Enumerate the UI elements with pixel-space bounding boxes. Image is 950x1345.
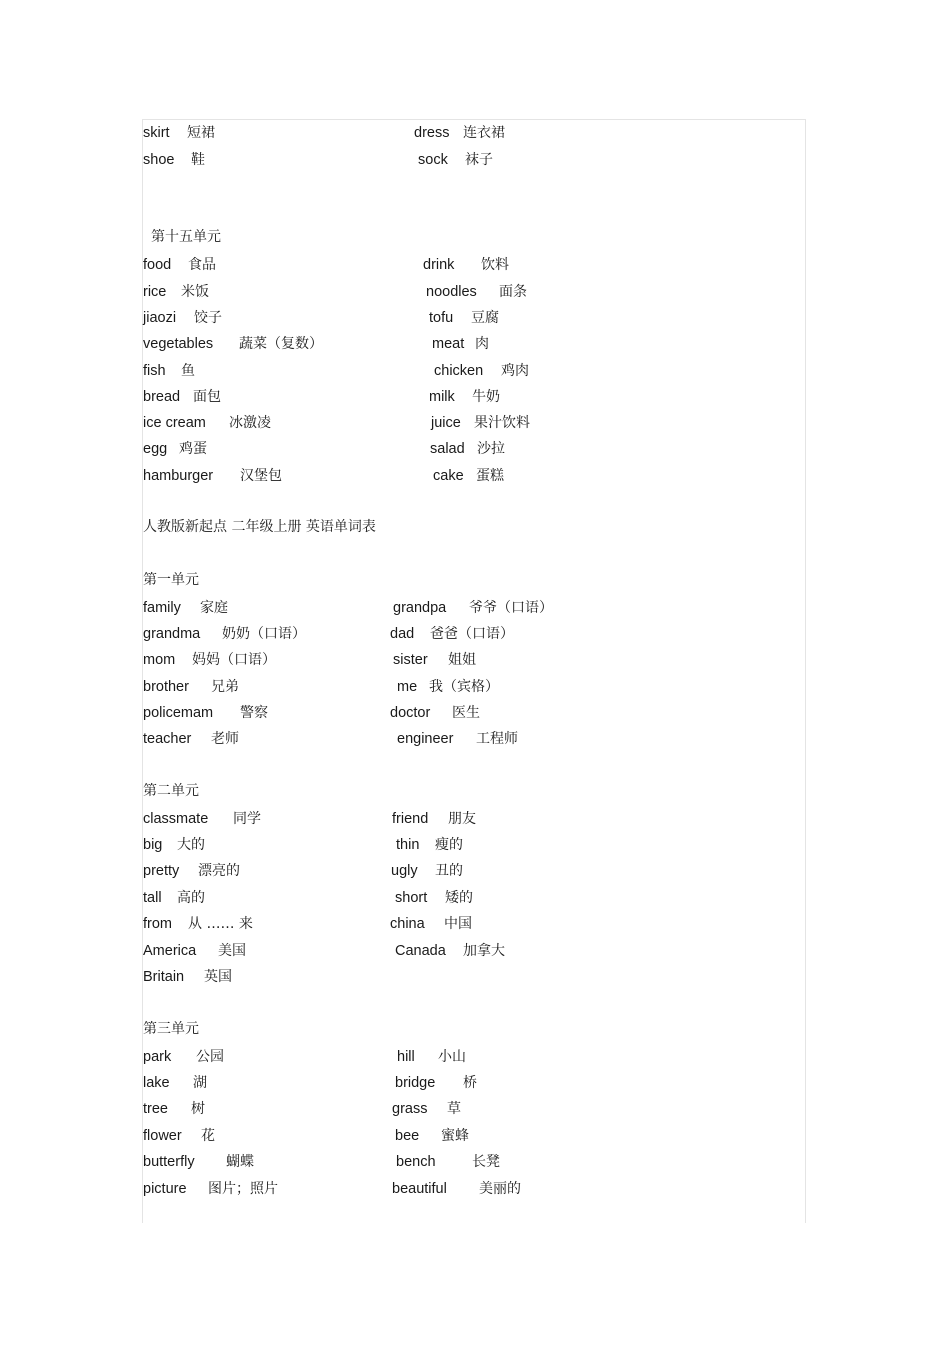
unit2-heading: 第二单元 [143,783,199,799]
word-chinese-left: 食品 [188,257,216,273]
word-chinese-left: 美国 [218,943,246,959]
word-english-right: beautiful [392,1181,447,1197]
word-chinese-right: 爸爸（口语） [430,626,514,642]
word-chinese-left: 家庭 [200,600,228,616]
word-chinese-right: 工程师 [476,731,518,747]
word-chinese-right: 矮的 [445,890,473,906]
word-chinese-right: 瘦的 [435,837,463,853]
word-chinese-right: 桥 [463,1075,477,1091]
word-english-left: bread [143,389,181,405]
word-chinese-left: 鱼 [181,363,195,379]
word-english-left: rice [143,284,167,300]
word-english-right: bench [396,1154,436,1170]
unit15-heading: 第十五单元 [151,229,221,245]
word-chinese-right: 丑的 [435,863,463,879]
word-english-left: America [143,943,197,959]
word-chinese-left: 蝴蝶 [226,1154,254,1170]
word-chinese-left: 米饭 [181,284,209,300]
word-chinese-right: 蛋糕 [476,468,504,484]
word-chinese-right: 我（宾格） [429,679,499,695]
word-chinese-left: 警察 [240,705,268,721]
word-english-right: salad [430,441,465,457]
word-english-right: dad [390,626,415,642]
word-chinese-left: 公园 [196,1049,224,1065]
word-english-left: big [143,837,163,853]
word-chinese-left: 汉堡包 [240,468,282,484]
word-english-left: pretty [143,863,180,879]
word-english-left: ice cream [143,415,206,431]
word-english-right: noodles [426,284,477,300]
word-chinese-right: 长凳 [472,1154,500,1170]
word-chinese-left: 同学 [233,811,261,827]
word-english-right: ugly [391,863,418,879]
word-english-right: doctor [390,705,431,721]
word-english-left: hamburger [143,468,214,484]
word-chinese-right: 果汁饮料 [474,415,530,431]
word-english-left: jiaozi [143,310,177,326]
word-chinese-left: 老师 [211,731,239,747]
word-english-left: mom [143,652,176,668]
word-chinese-left: 鸡蛋 [179,441,207,457]
word-chinese-right: 豆腐 [471,310,499,326]
word-english-right: chicken [434,363,484,379]
word-chinese-right: 袜子 [465,152,493,168]
word-english-left: from [143,916,172,932]
word-chinese-right: 面条 [499,284,527,300]
word-chinese-left: 面包 [193,389,221,405]
word-chinese-left: 冰激凌 [229,415,271,431]
word-chinese-right: 沙拉 [477,441,505,457]
word-chinese-right: 加拿大 [463,943,505,959]
word-english-left: vegetables [143,336,214,352]
word-english-right: me [397,679,418,695]
word-chinese-left: 兄弟 [211,679,239,695]
word-english-left: grandma [143,626,201,642]
word-chinese-left: 树 [191,1101,205,1117]
word-chinese-left: 蔬菜（复数） [239,336,323,352]
word-english-right: short [395,890,428,906]
word-chinese-right: 鸡肉 [501,363,529,379]
word-chinese-left: 妈妈（口语） [192,652,276,668]
word-chinese-left: 高的 [177,890,205,906]
word-english-left: classmate [143,811,209,827]
word-english-right: Canada [395,943,446,959]
word-english-right: dress [414,125,450,141]
unit3-heading: 第三单元 [143,1021,199,1037]
word-chinese-right: 蜜蜂 [441,1128,469,1144]
word-english-right: grandpa [393,600,447,616]
word-english-left: fish [143,363,166,379]
word-english-right: bridge [395,1075,436,1091]
word-english-right: milk [429,389,455,405]
word-chinese-left: 图片；照片 [208,1181,278,1197]
word-english-left: skirt [143,125,170,141]
word-chinese-right: 美丽的 [479,1181,521,1197]
book-title: 人教版新起点 二年级上册 英语单词表 [143,519,376,535]
word-chinese-left: 花 [201,1128,215,1144]
word-english-left: tall [143,890,162,906]
word-english-right: engineer [397,731,454,747]
word-chinese-right: 医生 [452,705,480,721]
word-english-right: sock [418,152,448,168]
word-english-right: friend [392,811,429,827]
word-chinese-left: 短裙 [187,125,215,141]
word-chinese-right: 中国 [444,916,472,932]
word-chinese-left: 奶奶（口语） [222,626,306,642]
unit1-heading: 第一单元 [143,572,199,588]
word-english-left: lake [143,1075,170,1091]
word-english-left: tree [143,1101,168,1117]
word-chinese-right: 饮料 [481,257,509,273]
word-chinese-left: 漂亮的 [198,863,240,879]
word-english-right: drink [423,257,455,273]
word-english-right: china [390,916,425,932]
word-chinese-right: 连衣裙 [463,125,505,141]
word-english-left: brother [143,679,189,695]
word-chinese-left: 湖 [193,1075,207,1091]
word-english-right: meat [432,336,465,352]
word-english-left: shoe [143,152,175,168]
word-english-left: egg [143,441,168,457]
word-english-left: butterfly [143,1154,195,1170]
word-chinese-left: 大的 [177,837,205,853]
word-chinese-right: 肉 [475,336,489,352]
word-chinese-left: 饺子 [194,310,222,326]
word-english-left: teacher [143,731,192,747]
word-english-left: food [143,257,172,273]
word-english-left: park [143,1049,172,1065]
word-english-right: tofu [429,310,454,326]
word-english-left: policemam [143,705,214,721]
word-english-right: bee [395,1128,420,1144]
word-english-left: flower [143,1128,182,1144]
word-english-right: hill [397,1049,415,1065]
word-chinese-right: 爷爷（口语） [469,600,553,616]
word-english-left: picture [143,1181,187,1197]
word-english-right: thin [396,837,420,853]
word-chinese-right: 朋友 [448,811,476,827]
word-english-right: sister [393,652,428,668]
word-english-right: grass [392,1101,428,1117]
word-english-right: juice [431,415,461,431]
word-english-left: Britain [143,969,185,985]
word-chinese-left: 鞋 [191,152,205,168]
word-chinese-right: 草 [447,1101,461,1117]
word-english-left: family [143,600,181,616]
word-chinese-left: 英国 [204,969,232,985]
word-chinese-right: 小山 [438,1049,466,1065]
word-english-right: cake [433,468,464,484]
word-chinese-right: 牛奶 [472,389,500,405]
word-chinese-right: 姐姐 [448,652,476,668]
word-chinese-left: 从 …… 来 [188,916,253,932]
